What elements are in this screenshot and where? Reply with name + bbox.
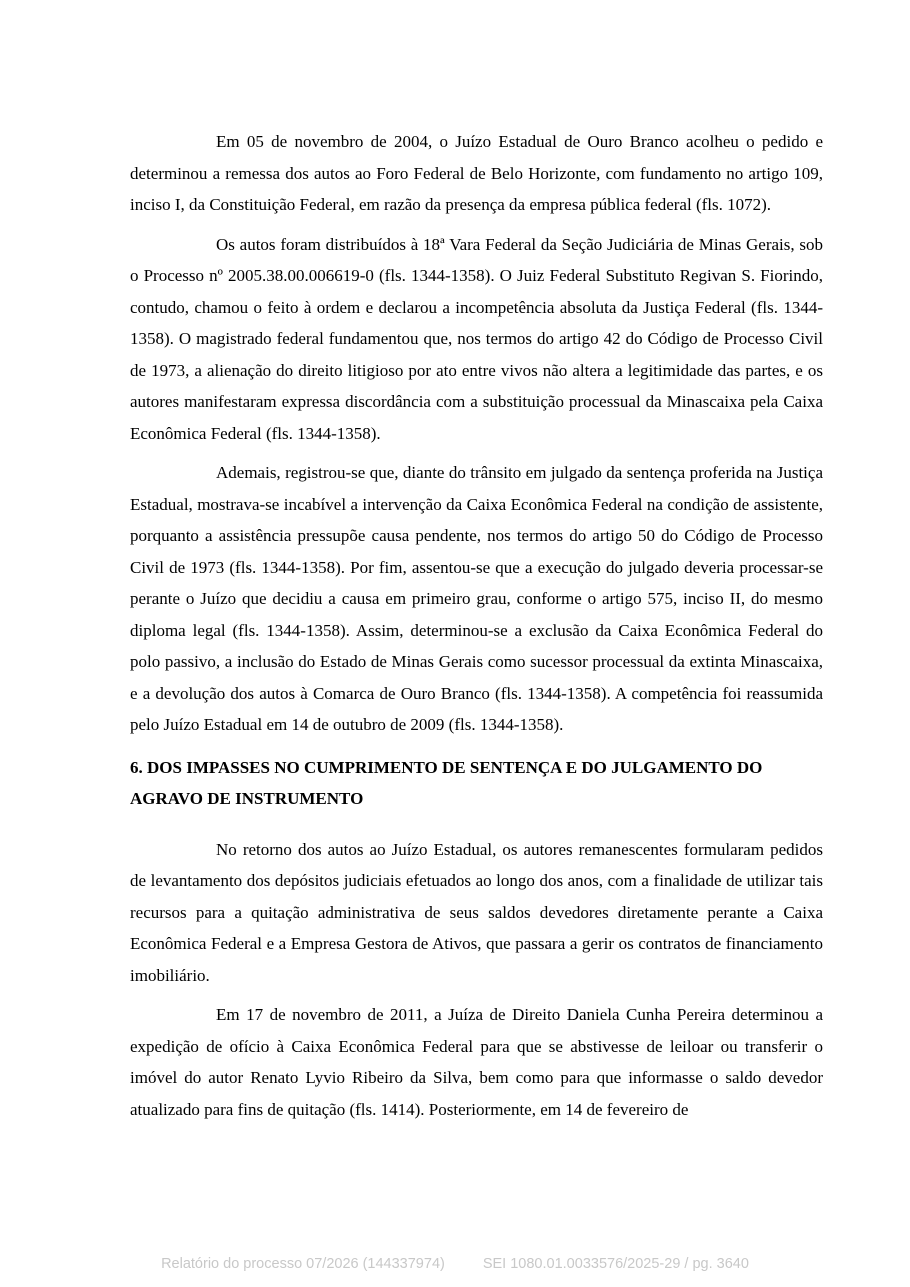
- section-heading: 6. DOS IMPASSES NO CUMPRIMENTO DE SENTENÇA E DO JULGAMENTO DO AGRAVO DE INSTRUMENTO: [130, 757, 763, 808]
- footer-report-label: Relatório do processo 07/2026 (144337974): [161, 1256, 445, 1272]
- paragraph-retorno-autos: No retorno dos autos ao Juízo Estadual, os autores remanescentes formularam pedidos de levantamento dos depósitos judiciais efetuados ao longo dos anos, com a finalidade de utilizar tais recursos para a quitação administrativa de seus saldos devedores diretamente perante a Caixa Econômica Federal e a Empresa Gestora de Ativos, que passara a gerir os contratos de financiamento imobiliário.: [130, 839, 823, 985]
- page-footer: [0, 1256, 910, 1272]
- paragraph-distribuicao-vara-federal: Os autos foram distribuídos à 18ª Vara Federal da Seção Judiciária de Minas Gerais, sob o Processo nº 2005.38.00.006619-0 (fls. 1344-1358). O Juiz Federal Substituto Regivan S. Fiorindo, contudo, chamou o feito à ordem e declarou a incompetência absoluta da Justiça Federal (fls. 1344-1358). O magistrado federal fundamentou que, nos termos do artigo 42 do Código de Processo Civil de 1973, a alienação do direito litigioso por ato entre vivos não altera a legitimidade das partes, e os autores manifestaram expressa discordância com a substituição processual da Minascaixa pela Caixa Econômica Federal (fls. 1344-1358).: [130, 234, 823, 443]
- paragraph-oficio-caixa: Em 17 de novembro de 2011, a Juíza de Direito Daniela Cunha Pereira determinou a expedição de ofício à Caixa Econômica Federal para que se abstivesse de leiloar ou transferir o imóvel do autor Renato Lyvio Ribeiro da Silva, bem como para que informasse o saldo devedor atualizado para fins de quitação (fls. 1414). Posteriormente, em 14 de fevereiro de: [130, 1005, 823, 1119]
- document-body: [130, 126, 823, 1133]
- footer-sei-label: SEI 1080.01.0033576/2025-29 / pg. 3640: [482, 1256, 749, 1272]
- paragraph-devolucao-comarca: Ademais, registrou-se que, diante do trânsito em julgado da sentença proferida na Justiça Estadual, mostrava-se incabível a intervenção da Caixa Econômica Federal na condição de assistente, porquanto a assistência pressupõe causa pendente, nos termos do artigo 50 do Código de Processo Civil de 1973 (fls. 1344-1358). Por fim, assentou-se que a execução do julgado deveria processar-se perante o Juízo que decidiu a causa em primeiro grau, conforme o artigo 575, inciso II, do mesmo diploma legal (fls. 1344-1358). Assim, determinou-se a exclusão da Caixa Econômica Federal do polo passivo, a inclusão do Estado de Minas Gerais como sucessor processual da extinta Minascaixa, e a devolução dos autos à Comarca de Ouro Branco (fls. 1344-1358). A competência foi reassumida pelo Juízo Estadual em 14 de outubro de 2009 (fls. 1344-1358).: [130, 463, 823, 734]
- paragraph-remessa-foro-federal: Em 05 de novembro de 2004, o Juízo Estadual de Ouro Branco acolheu o pedido e determinou a remessa dos autos ao Foro Federal de Belo Horizonte, com fundamento no artigo 109, inciso I, da Constituição Federal, em razão da presença da empresa pública federal (fls. 1072).: [130, 132, 823, 214]
